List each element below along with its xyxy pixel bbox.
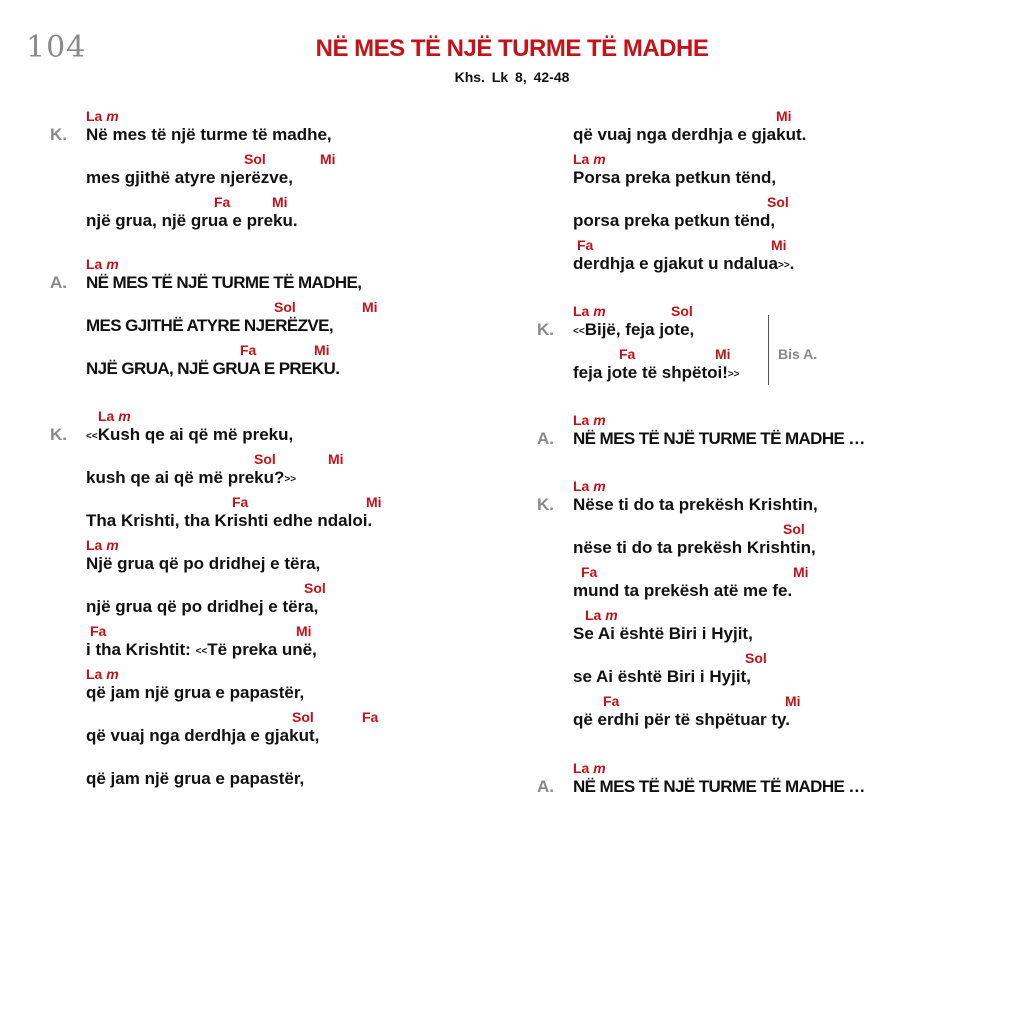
lyric-text xyxy=(86,273,361,293)
bis-bracket xyxy=(768,315,769,385)
chord-label xyxy=(314,342,330,358)
lyric-words: Nëse ti do ta prekësh Krishtin, xyxy=(573,495,818,514)
chord-row xyxy=(573,346,973,364)
lyric-line xyxy=(537,194,977,240)
lyric-words: Bijë, feja jote, xyxy=(584,320,695,339)
chord-name: Fa xyxy=(90,623,107,639)
lyric-line xyxy=(50,342,490,388)
chord-label xyxy=(304,580,326,596)
chord-label xyxy=(86,108,119,124)
scripture-reference: Khs. Lk 8, 42-48 xyxy=(454,69,570,85)
lyric-text xyxy=(573,581,792,601)
lyric-words: që jam një grua e papastër, xyxy=(86,769,305,788)
chord-name: La xyxy=(86,256,103,272)
chord-label xyxy=(573,760,606,776)
quote-mark: >> xyxy=(727,369,740,380)
chord-minor-suffix: m xyxy=(106,108,119,124)
lyric-words: NË MES TË NJË TURME TË MADHE … xyxy=(573,777,865,796)
chord-row xyxy=(573,151,973,169)
chord-name: Sol xyxy=(767,194,789,210)
chord-label xyxy=(573,412,606,428)
chord-minor-suffix: m xyxy=(593,412,606,428)
lyric-line xyxy=(537,564,977,610)
lyric-words: Të preka unë, xyxy=(207,640,317,659)
chord-label xyxy=(603,693,619,709)
lyric-text xyxy=(573,125,806,145)
chord-name: La xyxy=(86,666,103,682)
lyric-line xyxy=(50,709,490,755)
chord-label xyxy=(581,564,597,580)
lyric-words: porsa preka petkun tënd, xyxy=(573,211,776,230)
chord-row xyxy=(573,237,973,255)
chord-row xyxy=(573,412,973,430)
lyric-text xyxy=(86,726,319,746)
lyric-words: feja jote të shpëtoi! xyxy=(573,363,728,382)
quote-mark: << xyxy=(86,431,98,442)
chord-label xyxy=(272,194,288,210)
quote-mark: >> xyxy=(777,260,790,271)
chord-name: Mi xyxy=(314,342,330,358)
chord-row xyxy=(86,256,486,274)
lyric-line xyxy=(537,607,977,653)
chord-row xyxy=(573,478,973,496)
voice-label: A. xyxy=(537,777,554,796)
lyric-text xyxy=(86,468,296,488)
chord-row xyxy=(86,451,486,469)
lyric-line xyxy=(50,299,490,345)
lyric-text xyxy=(86,125,332,145)
chord-minor-suffix: m xyxy=(106,256,119,272)
chord-name: La xyxy=(86,537,103,553)
chord-name: Mi xyxy=(771,237,787,253)
lyric-line xyxy=(50,537,490,583)
chord-label xyxy=(232,494,248,510)
chord-label xyxy=(98,408,131,424)
lyric-line xyxy=(50,108,490,154)
lyric-words: që erdhi për të shpëtuar ty. xyxy=(573,710,790,729)
chord-row xyxy=(573,194,973,212)
lyric-line xyxy=(50,256,490,302)
chord-label xyxy=(296,623,312,639)
chord-row xyxy=(86,494,486,512)
chord-name: Fa xyxy=(581,564,598,580)
lyric-line xyxy=(50,451,490,497)
lyric-words: se Ai është Biri i Hyjit, xyxy=(573,667,751,686)
lyric-text xyxy=(573,211,775,231)
chord-name: La xyxy=(573,760,590,776)
lyric-line xyxy=(50,580,490,626)
lyric-text xyxy=(573,538,816,558)
lyric-text xyxy=(86,597,318,617)
chord-label xyxy=(240,342,256,358)
chord-name: Mi xyxy=(362,299,378,315)
chord-label xyxy=(771,237,787,253)
lyric-words: NJË GRUA, NJË GRUA E PREKU. xyxy=(86,359,340,378)
lyric-words: mes gjithë atyre njerëzve, xyxy=(86,168,293,187)
lyric-line xyxy=(537,478,977,524)
chord-row xyxy=(86,709,486,727)
chord-row xyxy=(573,564,973,582)
lyric-words: që vuaj nga derdhja e gjakut, xyxy=(86,726,320,745)
voice-label: A. xyxy=(537,429,554,448)
chord-row xyxy=(86,666,486,684)
lyric-text xyxy=(86,554,320,574)
chord-minor-suffix: m xyxy=(605,607,618,623)
lyric-line xyxy=(537,521,977,567)
chord-name: La xyxy=(573,478,590,494)
chord-name: Sol xyxy=(304,580,326,596)
voice-label: A. xyxy=(50,273,67,292)
chord-label xyxy=(793,564,809,580)
chord-label xyxy=(86,666,119,682)
lyric-line xyxy=(50,666,490,712)
chord-label xyxy=(274,299,296,315)
chord-name: Sol xyxy=(244,151,266,167)
chord-minor-suffix: m xyxy=(593,303,606,319)
chord-name: Mi xyxy=(320,151,336,167)
chord-label xyxy=(573,151,606,167)
chord-label xyxy=(767,194,789,210)
chord-minor-suffix: m xyxy=(593,151,606,167)
lyric-words: Tha Krishti, tha Krishti edhe ndaloi. xyxy=(86,511,373,530)
lyric-text xyxy=(573,168,776,188)
chord-name: Mi xyxy=(296,623,312,639)
chord-minor-suffix: m xyxy=(106,537,119,553)
lyric-words: një grua, një grua e preku. xyxy=(86,211,298,230)
chord-name: Sol xyxy=(274,299,296,315)
chord-label xyxy=(328,451,344,467)
chord-name: La xyxy=(573,151,590,167)
chord-label xyxy=(577,237,593,253)
chord-minor-suffix: m xyxy=(593,478,606,494)
chord-minor-suffix: m xyxy=(593,760,606,776)
lyric-line xyxy=(537,346,977,392)
chord-row xyxy=(86,623,486,641)
chord-label xyxy=(745,650,767,666)
lyric-line xyxy=(50,151,490,197)
chord-label xyxy=(86,537,119,553)
lyric-text xyxy=(86,769,304,789)
chord-name: Mi xyxy=(366,494,382,510)
lyric-punctuation: . xyxy=(789,254,795,273)
chord-row xyxy=(573,108,973,126)
lyric-words: një grua që po dridhej e tëra, xyxy=(86,597,319,616)
chord-name: Sol xyxy=(671,303,693,319)
chord-minor-suffix: m xyxy=(106,666,119,682)
lyric-words: që jam një grua e papastër, xyxy=(86,683,305,702)
chord-label xyxy=(573,478,606,494)
chord-name: Mi xyxy=(793,564,809,580)
chord-row xyxy=(573,607,973,625)
lyric-words: derdhja e gjakut u ndalua xyxy=(573,254,778,273)
chord-label xyxy=(619,346,635,362)
chord-label xyxy=(362,299,378,315)
chord-label xyxy=(292,709,314,725)
chord-name: Mi xyxy=(785,693,801,709)
quote-mark: << xyxy=(573,326,585,337)
chord-name: Fa xyxy=(362,709,379,725)
chord-name: Fa xyxy=(240,342,257,358)
chord-row xyxy=(86,342,486,360)
chord-row xyxy=(573,693,973,711)
quote-mark: >> xyxy=(284,474,297,485)
chord-row xyxy=(86,408,486,426)
chord-name: La xyxy=(86,108,103,124)
lyric-words: Në mes të një turme të madhe, xyxy=(86,125,332,144)
chord-row xyxy=(86,108,486,126)
lyric-text xyxy=(573,667,751,687)
chord-row xyxy=(86,752,486,770)
lyric-line xyxy=(537,650,977,696)
lyric-text xyxy=(86,359,339,379)
chord-name: Fa xyxy=(232,494,249,510)
chord-name: Mi xyxy=(715,346,731,362)
chord-row xyxy=(86,194,486,212)
lyric-text xyxy=(573,363,740,383)
chord-row xyxy=(86,537,486,555)
lyric-line xyxy=(537,412,977,458)
lyric-text xyxy=(86,683,304,703)
lyric-text xyxy=(86,211,298,231)
lyric-words: Se Ai është Biri i Hyjit, xyxy=(573,624,753,643)
chord-row xyxy=(86,151,486,169)
lyric-text xyxy=(86,425,293,445)
lyric-words: që vuaj nga derdhja e gjakut. xyxy=(573,125,807,144)
chord-label xyxy=(244,151,266,167)
lyric-words: Një grua që po dridhej e tëra, xyxy=(86,554,321,573)
chord-label xyxy=(320,151,336,167)
lyric-words: nëse ti do ta prekësh Krishtin, xyxy=(573,538,816,557)
chord-label xyxy=(214,194,230,210)
lyric-line xyxy=(537,108,977,154)
lyric-line xyxy=(50,408,490,454)
chord-label xyxy=(783,521,805,537)
lyric-words: Porsa preka petkun tënd, xyxy=(573,168,777,187)
chord-row xyxy=(573,521,973,539)
lyric-text xyxy=(573,777,865,797)
lyric-line xyxy=(50,623,490,669)
chord-name: Sol xyxy=(254,451,276,467)
lyric-words: mund ta prekësh atë me fe. xyxy=(573,581,793,600)
lyric-text xyxy=(573,254,794,274)
chord-name: Mi xyxy=(328,451,344,467)
lyric-words: Kush qe ai që më preku, xyxy=(97,425,294,444)
chord-name: Mi xyxy=(776,108,792,124)
chord-label xyxy=(776,108,792,124)
lyric-text xyxy=(573,624,753,644)
lyric-text xyxy=(573,495,818,515)
voice-label: K. xyxy=(537,495,554,514)
lyric-line xyxy=(537,693,977,739)
chord-name: Fa xyxy=(214,194,231,210)
chord-label xyxy=(366,494,382,510)
chord-minor-suffix: m xyxy=(118,408,131,424)
chord-name: Fa xyxy=(603,693,620,709)
lyric-words: NË MES TË NJË TURME TË MADHE … xyxy=(573,429,865,448)
chord-label xyxy=(715,346,731,362)
chord-label xyxy=(254,451,276,467)
chord-name: Sol xyxy=(745,650,767,666)
quote-mark: << xyxy=(195,646,208,657)
voice-label: K. xyxy=(50,125,67,144)
lyric-line xyxy=(537,303,977,349)
lyric-line xyxy=(537,237,977,283)
page-number: 104 xyxy=(26,30,87,65)
lyric-line xyxy=(537,151,977,197)
chord-label xyxy=(86,256,119,272)
chord-name: La xyxy=(573,412,590,428)
bis-label: Bis A. xyxy=(778,346,818,362)
chord-row xyxy=(86,580,486,598)
chord-row xyxy=(573,760,973,778)
lyric-text xyxy=(573,320,694,340)
chord-name: La xyxy=(98,408,115,424)
lyric-words: kush qe ai që më preku? xyxy=(86,468,285,487)
chord-row xyxy=(86,299,486,317)
lyric-line xyxy=(50,494,490,540)
chord-name: La xyxy=(585,607,602,623)
lyric-text xyxy=(86,168,293,188)
chord-label xyxy=(671,303,693,319)
lyric-line xyxy=(50,752,490,798)
song-title: NË MES TË NJË TURME TË MADHE xyxy=(315,35,709,62)
lyric-text xyxy=(86,640,317,660)
chord-name: Fa xyxy=(619,346,636,362)
chord-name: Fa xyxy=(577,237,594,253)
lyric-words: MES GJITHË ATYRE NJERËZVE, xyxy=(86,316,334,335)
chord-row xyxy=(573,303,973,321)
lyric-text xyxy=(86,511,372,531)
voice-label: K. xyxy=(50,425,67,444)
chord-name: La xyxy=(573,303,590,319)
chord-row xyxy=(573,650,973,668)
voice-label: K. xyxy=(537,320,554,339)
lyric-line xyxy=(50,194,490,240)
chord-name: Mi xyxy=(272,194,288,210)
chord-label xyxy=(362,709,378,725)
chord-label xyxy=(90,623,106,639)
chord-name: Sol xyxy=(783,521,805,537)
lyric-words: NË MES TË NJË TURME TË MADHE, xyxy=(86,273,362,292)
lyric-text xyxy=(573,710,790,730)
chord-name: Sol xyxy=(292,709,314,725)
chord-label xyxy=(785,693,801,709)
lyric-line xyxy=(537,760,977,806)
lyric-words: i tha Krishtit: xyxy=(86,640,196,659)
lyric-text xyxy=(86,316,333,336)
chord-label xyxy=(585,607,618,623)
chord-label xyxy=(573,303,606,319)
lyric-text xyxy=(573,429,865,449)
